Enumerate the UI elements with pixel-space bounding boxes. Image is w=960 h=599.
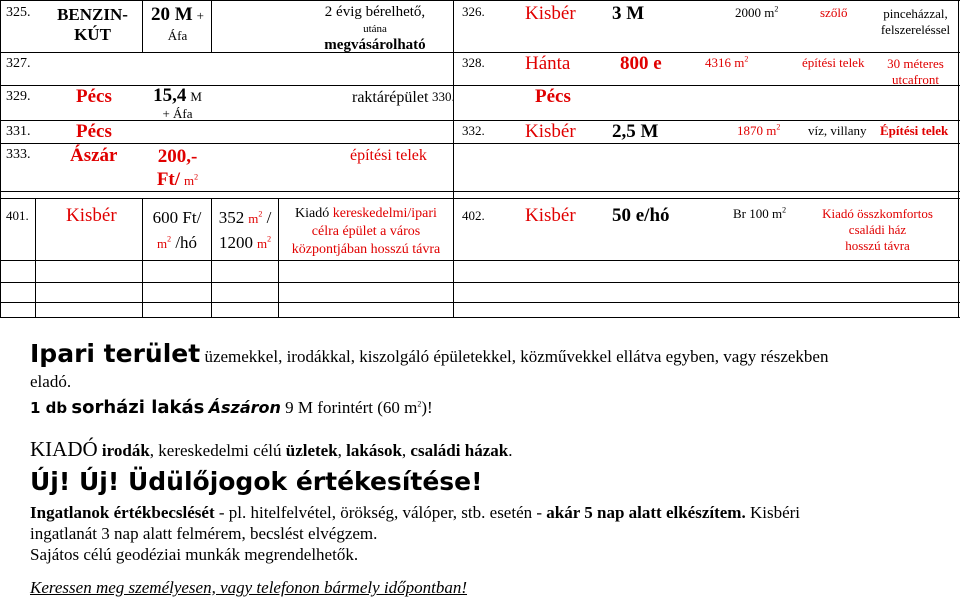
row-325-desc-line1: 2 évig bérelhető, xyxy=(324,4,426,20)
row-401-rent-sup: 2 xyxy=(167,234,172,244)
table2-col-line xyxy=(142,198,143,318)
row-332-number: 332. xyxy=(462,123,485,138)
row-401-number: 401. xyxy=(6,208,29,223)
valuation-kisber: Kisbéri xyxy=(745,503,801,522)
row-326-price: 3 M xyxy=(612,3,645,24)
row-332-type: víz, villany xyxy=(808,123,867,138)
row-332-city: Kisbér xyxy=(525,121,576,142)
row-401-desc-line3: központjában hosszú távra xyxy=(291,242,441,257)
table2-col-line xyxy=(278,198,279,318)
row-401-desc-b: kereskedelmi/ipari xyxy=(332,206,437,221)
table2-col-line xyxy=(35,198,36,318)
row-328-extra xyxy=(873,56,958,88)
row-333-price-line2: Ft/ xyxy=(156,169,181,190)
valuation-label: Ingatlanok értékbecslését xyxy=(30,503,215,522)
townhouse-price-end: )! xyxy=(421,398,433,417)
for-rent-commercial: , kereskedelmi célú xyxy=(149,441,286,460)
row-401-description xyxy=(280,205,452,259)
row-325-desc-line3: megvásárolható xyxy=(324,37,426,53)
for-rent-houses: családi házak xyxy=(410,441,509,460)
row-402-area xyxy=(733,207,786,221)
row-328-type: építési telek xyxy=(802,55,865,70)
table1-row-line xyxy=(0,85,960,86)
row-402-desc-line2: családi ház xyxy=(848,222,907,237)
row-401-rent xyxy=(144,206,210,256)
table1-row-line xyxy=(0,52,960,53)
row-330-city: Pécs xyxy=(535,86,571,107)
row-401-desc-line2: célra épület a város xyxy=(311,224,421,239)
row-329-city: Pécs xyxy=(76,86,112,107)
paragraph-townhouse xyxy=(30,397,433,418)
row-328-extra-line1: 30 méteres xyxy=(887,56,944,71)
row-328-area xyxy=(705,56,748,70)
industrial-area-text: üzemekkel, irodákkal, kiszolgáló épületekkel, közművekkel ellátva egyben, vagy részekben xyxy=(200,347,829,366)
row-401-size xyxy=(213,206,277,256)
row-326-area-value: 2000 m xyxy=(735,5,775,20)
for-rent-label: KIADÓ xyxy=(30,437,98,461)
row-401-size2-sup: 2 xyxy=(267,234,272,244)
valuation-speed: akár 5 nap alatt elkészítem. xyxy=(546,503,746,522)
table2-row-line xyxy=(0,302,960,303)
row-402-desc-line1: Kiadó összkomfortos xyxy=(822,206,933,221)
for-rent-offices: irodák xyxy=(97,441,150,460)
row-333-description: építési telek xyxy=(350,147,427,164)
row-333-price-unit xyxy=(184,173,198,188)
table-border-right xyxy=(958,0,959,318)
row-327-number: 327. xyxy=(6,56,31,71)
row-328-area-value: 4316 m xyxy=(705,55,745,70)
row-326-city: Kisbér xyxy=(525,3,576,24)
valuation-text: - pl. hitelfelvétel, örökség, válóper, stb. esetén - xyxy=(214,503,547,522)
row-333-city: Ászár xyxy=(70,145,118,166)
row-325-number: 325. xyxy=(6,5,31,20)
row-333-price-sup: 2 xyxy=(194,172,199,182)
paragraph-valuation-line2: ingatlanát 3 nap alatt felmérem, becslést elvégzem. xyxy=(30,524,378,543)
table-border-left xyxy=(0,0,1,318)
row-402-price: 50 e/hó xyxy=(612,205,670,226)
row-401-size1-sup: 2 xyxy=(258,209,263,219)
row-326-extra-line1: pinceházzal, xyxy=(883,6,948,21)
row-328-extra-line2: utcafront xyxy=(892,72,939,87)
row-401-size2: 1200 xyxy=(218,233,253,252)
row-329-number: 329. xyxy=(6,89,31,104)
holiday-rights-heading: Új! Új! Üdülőjogok értékesítése! xyxy=(30,467,483,496)
table1-col-line xyxy=(211,0,212,52)
row-401-size1-unit: m xyxy=(248,211,259,226)
table1-col-line xyxy=(142,0,143,52)
townhouse-price-sup: 2 xyxy=(417,399,422,409)
row-402-city: Kisbér xyxy=(525,205,576,226)
row-402-number: 402. xyxy=(462,208,485,223)
row-401-desc-a: Kiadó xyxy=(295,206,330,221)
table1-row-line xyxy=(0,143,960,144)
row-328-number: 328. xyxy=(462,55,485,70)
table1-row-line xyxy=(0,191,960,192)
table2-row-line xyxy=(0,282,960,283)
row-402-description xyxy=(800,206,955,254)
paragraph-industrial-area xyxy=(30,339,828,368)
row-325-desc-line2: utána xyxy=(363,23,387,35)
row-401-size2-unit: m xyxy=(256,236,268,251)
row-329-price xyxy=(145,87,210,122)
table2-col-line xyxy=(211,198,212,318)
row-332-area-value: 1870 m xyxy=(737,123,777,138)
row-332-area-sup: 2 xyxy=(776,122,781,132)
row-326-extra xyxy=(873,6,958,38)
table2-row-line xyxy=(0,260,960,261)
row-401-rent-unit: m xyxy=(156,236,168,251)
table-divider-mid xyxy=(453,0,454,318)
row-325-price xyxy=(145,5,210,46)
row-326-number: 326. xyxy=(462,4,485,19)
row-402-area-value: Br 100 m xyxy=(733,206,783,221)
row-325-name xyxy=(45,5,140,45)
for-rent-sep1: , xyxy=(337,441,347,460)
row-326-type: szőlő xyxy=(820,5,848,20)
row-401-rent-rest: /hó xyxy=(171,233,198,252)
townhouse-location: Ászáron xyxy=(208,398,281,417)
for-rent-end: . xyxy=(508,441,513,460)
row-331-city: Pécs xyxy=(76,121,112,142)
paragraph-for-rent xyxy=(30,437,512,462)
row-325-price-afa: Áfa xyxy=(167,28,188,43)
row-325-description xyxy=(300,4,450,53)
row-401-city: Kisbér xyxy=(66,205,117,226)
for-rent-shops: üzletek xyxy=(285,441,338,460)
table1-row-line xyxy=(0,120,960,121)
row-333-number: 333. xyxy=(6,147,31,162)
row-332-extra: Építési telek xyxy=(880,123,949,138)
townhouse-type: sorházi lakás xyxy=(71,397,205,418)
row-326-area-sup: 2 xyxy=(774,4,779,14)
townhouse-price: 9 M forintért (60 m xyxy=(280,398,418,417)
row-325-name-text: BENZIN-KÚT xyxy=(57,5,128,44)
row-328-area-sup: 2 xyxy=(744,54,749,64)
row-333-price-line1: 200,- xyxy=(157,146,198,167)
row-329-price-unit: M xyxy=(190,89,202,104)
row-401-rent-line1: 600 Ft/ xyxy=(152,208,202,227)
row-328-price: 800 e xyxy=(620,53,662,74)
table2-border-top xyxy=(0,198,960,199)
row-401-size1-slash: / xyxy=(262,208,272,227)
paragraph-geodesy: Sajátos célú geodéziai munkák megrendelhetők. xyxy=(30,545,359,564)
row-331-number: 331. xyxy=(6,124,31,139)
row-329-price-value: 15,4 xyxy=(153,85,187,106)
row-326-extra-line2: felszereléssel xyxy=(880,22,951,37)
row-329-price-afa: + Áfa xyxy=(162,106,193,121)
row-333-price xyxy=(145,146,210,192)
paragraph-industrial-area-line2: eladó. xyxy=(30,372,72,391)
row-330-number: 330. xyxy=(432,89,455,104)
townhouse-count: 1 db xyxy=(30,399,68,417)
contact-line: Keressen meg személyesen, vagy telefonon bármely időpontban! xyxy=(30,578,468,597)
for-rent-sep2: , xyxy=(401,441,411,460)
row-329-description: raktárépület xyxy=(352,89,429,106)
row-402-desc-line3: hosszú távra xyxy=(845,238,910,253)
row-332-price: 2,5 M xyxy=(612,121,659,142)
row-328-city: Hánta xyxy=(525,53,571,74)
table2-row-line xyxy=(0,317,960,318)
row-325-price-plus: + xyxy=(196,8,205,23)
row-402-area-sup: 2 xyxy=(782,205,787,215)
paragraph-valuation xyxy=(30,503,800,523)
row-326-area xyxy=(735,6,778,20)
row-325-price-main: 20 M xyxy=(150,4,193,25)
for-rent-apartments: lakások xyxy=(346,441,402,460)
row-333-price-unit-text: m xyxy=(184,173,195,188)
table1-border-top xyxy=(0,0,960,1)
row-401-size1: 352 xyxy=(218,208,245,227)
row-332-area xyxy=(737,124,780,138)
industrial-area-heading: Ipari terület xyxy=(30,339,201,368)
